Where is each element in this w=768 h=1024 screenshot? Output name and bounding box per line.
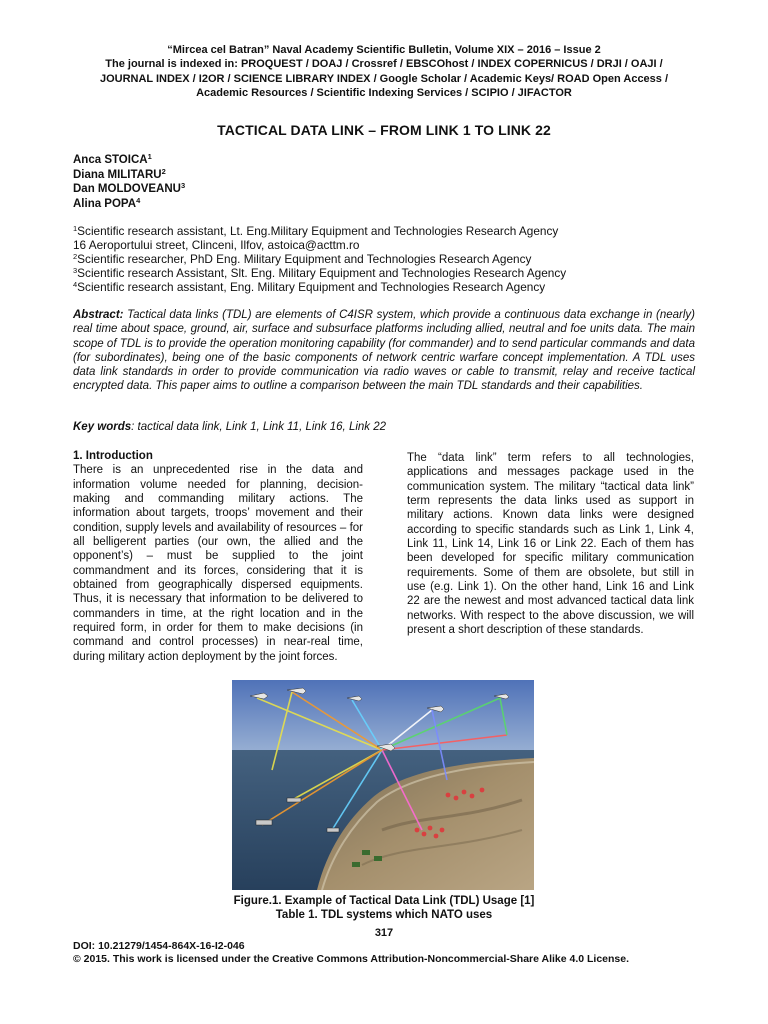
- affiliation: 16 Aeroportului street, Clinceni, Ilfov, astoica@acttm.ro: [73, 238, 360, 253]
- affiliation-list: [73, 224, 566, 294]
- keywords-label: Key words: [73, 421, 132, 433]
- abstract-text: Tactical data links (TDL) are elements of C4ISR system, which provide a continuous data exchange in (nearly) real time about space, ground, air, surface and subsurface platforms including allied, neutral and foe units data. The main scope of TDL is to provide the operation monitoring capability (for commander) and to send particular commands and data (for subordinates), being one of the basic components of network centric warfare concept implementation. A TDL uses data link standards in order to provide communication via radio waves or cable to transmit, relay and receive tactical encrypted data. This paper aims to outline a comparison between the main TDL standards and their capabilities.: [73, 309, 695, 393]
- doi: DOI: 10.21279/1454-864X-16-I2-046: [73, 940, 245, 952]
- license-notice: © 2015. This work is licensed under the Creative Commons Attribution-Noncommercial-Share Alike 4.0 License.: [73, 953, 630, 965]
- affiliation: $^1$Scientific research assistant, Lt. Eng.Military Equipment and Technologies Research Agency: [73, 224, 559, 238]
- figure-caption-text: Figure.1. Example of Tactical Data Link (TDL) Usage [1]: [233, 895, 535, 907]
- tdl-usage-figure: [232, 680, 534, 890]
- table-caption-text: Table 1. TDL systems which NATO uses: [275, 908, 493, 921]
- body-paragraph: There is an unprecedented rise in the data and information volume needed for planning, decision-making and commanding military actions. The information about targets, troops’ movement and their condition, supply levels and availability of resources – for all belligerent parties (our own, the allied and the opponent’s) – must be supplied to the joint commandment and its forces, considering that it is obtained from geographically dispersed equipments. Thus, it is necessary that information to be delivered to commanders in time, at the right location and in the required form, in order for them to make decisions (in command and control processes) in near-real time, during military action deployment by the joint forces.: [73, 464, 363, 663]
- left-column: [73, 449, 363, 664]
- header-line-1: “Mircea cel Batran” Naval Academy Scientific Bulletin, Volume XIX – 2016 – Issue 2: [167, 44, 601, 56]
- header-line-4: Academic Resources / Scientific Indexing Services / SCIPIO / JIFACTOR: [196, 86, 572, 99]
- keywords-text: : tactical data link, Link 1, Link 11, Link 16, Link 22: [131, 421, 387, 433]
- author: Alina POPA$^4$: [73, 195, 141, 210]
- author: Diana MILITARU$^2$: [73, 166, 166, 181]
- journal-header: [60, 43, 708, 100]
- keywords: [73, 421, 386, 433]
- author: Dan MOLDOVEANU$^3$: [73, 181, 186, 196]
- affiliation: $^4$Scientific research assistant, Eng. Military Equipment and Technologies Research Agency: [73, 280, 546, 295]
- figure-caption: [60, 895, 708, 922]
- section-heading: 1. Introduction: [73, 450, 153, 462]
- page-number: 317: [374, 927, 394, 939]
- author-list: [73, 153, 185, 211]
- affiliation: $^3$Scientific research Assistant, Slt. Eng. Military Equipment and Technologies Research Agency: [73, 266, 567, 281]
- header-line-3: JOURNAL INDEX / I2OR / SCIENCE LIBRARY INDEX / Google Scholar / Academic Keys/ ROAD Open Access /: [99, 72, 669, 85]
- header-line-2: The journal is indexed in: PROQUEST / DOAJ / Crossref / EBSCOhost / INDEX COPERNICUS / DRJI / OAJI /: [105, 58, 663, 71]
- body-paragraph: The “data link” term refers to all technologies, applications and messages package used in the communication system. The military “tactical data link” term represents the data links used as support in military actions. Known data links were designed according to specific standards such as Link 1, Link 4, Link 11, Link 14, Link 16 or Link 22. Each of them has been developed for specific military communication requirements. Some of them are obsolete, but still in use (e.g. Link 1). On the other hand, Link 16 and Link 22 are the newest and most advanced tactical data link networks. With respect to the above discussion, we will present a short description of these standards.: [407, 452, 694, 637]
- abstract: [73, 308, 695, 394]
- right-column: [407, 451, 694, 637]
- author: Anca STOICA$^1$: [73, 152, 152, 166]
- abstract-label: Abstract:: [73, 309, 124, 321]
- affiliation: $^2$Scientific researcher, PhD Eng. Military Equipment and Technologies Research Agency: [73, 252, 532, 267]
- paper-title: TACTICAL DATA LINK – FROM LINK 1 TO LINK 22: [217, 122, 551, 138]
